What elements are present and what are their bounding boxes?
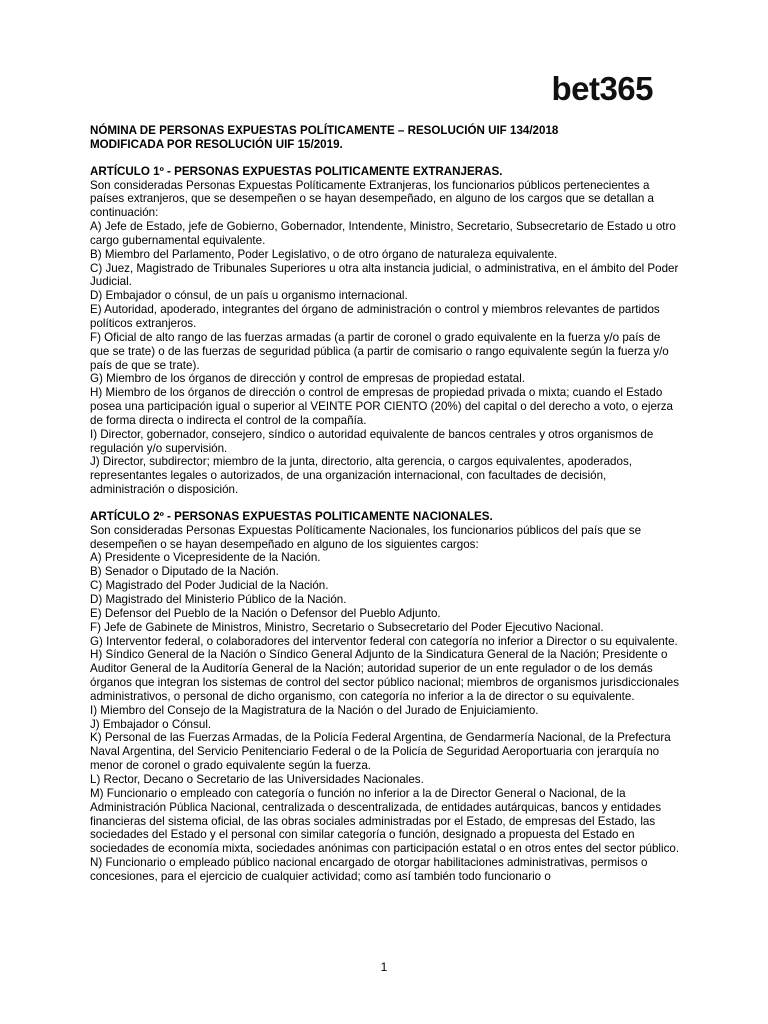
article-2-item-h: H) Síndico General de la Nación o Síndico General Adjunto de la Sindicatura General de la Nación; Presidente o Auditor General de la Auditoría General de la Nación; autoridad superior de un ente regulador o de los demás órganos que integran los sistemas de control del sector público nacional; miembros de organismos jurisdiccionales administrativos, o personal de dicho organismo, con categoría no inferior a la de director o su equivalente. (90, 648, 680, 703)
article-1-heading: ARTÍCULO 1º - PERSONAS EXPUESTAS POLITICAMENTE EXTRANJERAS. (90, 164, 503, 178)
article-2-heading: ARTÍCULO 2º - PERSONAS EXPUESTAS POLITICAMENTE NACIONALES. (90, 509, 493, 523)
article-2-item-n: N) Funcionario o empleado público nacional encargado de otorgar habilitaciones administrativas, permisos o concesiones, para el ejercicio de cualquier actividad; como así también todo funcionario o (90, 856, 648, 883)
article-1-item-b: B) Miembro del Parlamento, Poder Legislativo, o de otro órgano de naturaleza equivalente. (90, 247, 558, 261)
article-2-intro: Son consideradas Personas Expuestas Políticamente Nacionales, los funcionarios públicos del país que se desempeñen o se hayan desempeñado en alguno de los siguientes cargos: (90, 523, 642, 551)
article-1-item-d: D) Embajador o cónsul, de un país u organismo internacional. (90, 289, 408, 303)
article-2-item-c: C) Magistrado del Poder Judicial de la Nación. (90, 579, 329, 593)
article-2-item-b: B) Senador o Diputado de la Nación. (90, 565, 279, 579)
article-2-item-g: G) Interventor federal, o colaboradores del interventor federal con categoría no inferior a Director o su equivalente. (90, 634, 678, 648)
article-1-item-g: G) Miembro de los órganos de dirección y control de empresas de propiedad estatal. (90, 372, 525, 386)
article-1-item-a: A) Jefe de Estado, jefe de Gobierno, Gobernador, Intendente, Ministro, Secretario, Subsecretario de Estado u otro cargo gubernamental equivalente. (90, 220, 676, 247)
document-title-line-2: MODIFICADA POR RESOLUCIÓN UIF 15/2019. (90, 137, 343, 151)
article-2-item-e: E) Defensor del Pueblo de la Nación o Defensor del Pueblo Adjunto. (90, 606, 441, 620)
article-2-item-l: L) Rector, Decano o Secretario de las Universidades Nacionales. (90, 772, 424, 786)
document-title-line-1: NÓMINA DE PERSONAS EXPUESTAS POLÍTICAMENTE – RESOLUCIÓN UIF 134/2018 (90, 124, 559, 137)
article-1-item-h: H) Miembro de los órganos de dirección o control de empresas de propiedad privada o mixta; cuando el Estado posea una participación igual o superior al VEINTE POR CIENTO (20%) del capital o del derecho a voto, o ejerza de forma directa o indirecta el control de la compañía. (90, 386, 673, 427)
article-2-item-k: K) Personal de las Fuerzas Armadas, de la Policía Federal Argentina, de Gendarmería Nacional, de la Prefectura Naval Argentina, del Servicio Penitenciario Federal o de la Policía de Seguridad Aeroportuaria con jerarquía no menor de coronel o grado equivalente según la fuerza. (90, 731, 671, 773)
article-1-item-f: F) Oficial de alto rango de las fuerzas armadas (a partir de coronel o grado equivalente en la fuerza y/o país de que se trate) o de las fuerzas de seguridad pública (a partir de comisario o rango equivalente según la fuerza y/o país de que se trate). (90, 330, 669, 372)
spacer (90, 497, 680, 510)
document-body (90, 124, 680, 884)
article-1-intro: Son consideradas Personas Expuestas Políticamente Extranjeras, los funcionarios públicos pertenecientes a países extranjeros, que se desempeñen o se hayan desempeñado, en alguno de los cargos que se detallan a continuación: (90, 178, 654, 220)
spacer (90, 152, 680, 165)
article-1-item-c: C) Juez, Magistrado de Tribunales Superiores u otra alta instancia judicial, o administrativa, en el ámbito del Poder Judicial. (90, 261, 679, 289)
article-1-item-e: E) Autoridad, apoderado, integrantes del órgano de administración o control y miembros relevantes de partidos políticos extranjeros. (90, 303, 660, 330)
page-number: 1 (380, 960, 388, 974)
article-1-item-j: J) Director, subdirector; miembro de la junta, directorio, alta gerencia, o cargos equivalentes, apoderados, representantes legales o autorizados, de una organización internacional, con facultades de decisión, administración o disposición. (90, 455, 632, 497)
article-2-item-d: D) Magistrado del Ministerio Público de la Nación. (90, 593, 347, 606)
article-2-item-i: I) Miembro del Consejo de la Magistratura de la Nación o del Jurado de Enjuiciamiento. (90, 703, 539, 717)
article-2-item-m: M) Funcionario o empleado con categoría o función no inferior a la de Director General o Nacional, de la Administración Pública Nacional, centralizada o descentralizada, de entidades autárquicas, bancos y entidades financieras del sistema oficial, de las obras sociales administradas por el Estado, de empresas del Estado, las sociedades del Estado y el personal con similar categoría o función, designado a propuesta del Estado en sociedades de economía mixta, sociedades anónimas con participación estatal o en otros entes del sector público. (90, 786, 680, 856)
article-1-item-i: I) Director, gobernador, consejero, síndico o autoridad equivalente de bancos centrales y otros organismos de regulación y/o supervisión. (90, 427, 654, 455)
article-2-item-f: F) Jefe de Gabinete de Ministros, Ministro, Secretario o Subsecretario del Poder Ejecutivo Nacional. (90, 620, 604, 634)
article-2-item-a: A) Presidente o Vicepresidente de la Nación. (90, 551, 321, 565)
article-2-item-j: J) Embajador o Cónsul. (90, 717, 212, 731)
brand-logo: bet365 (551, 70, 653, 107)
